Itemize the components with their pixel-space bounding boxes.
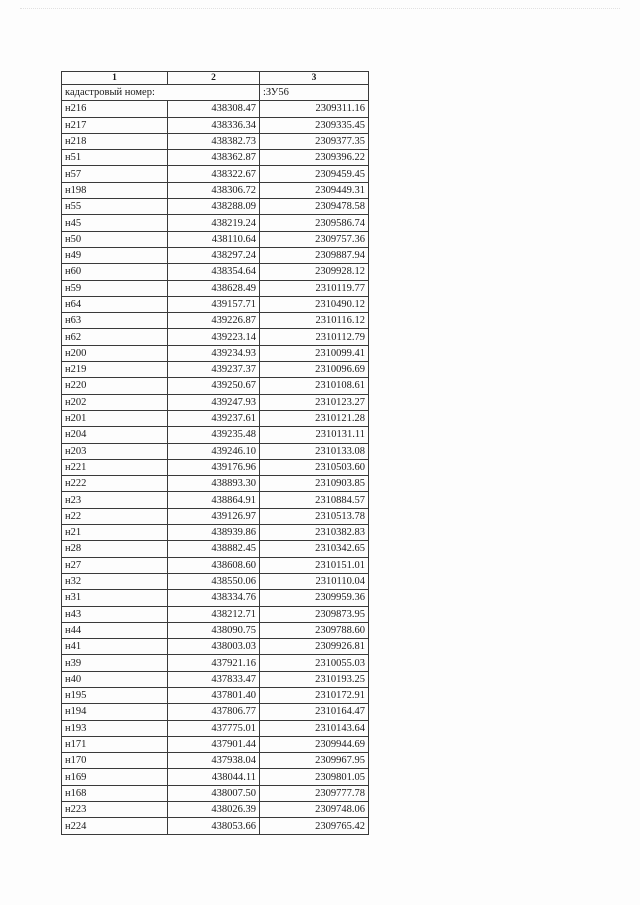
table-row [62, 443, 369, 459]
y-coordinate-cell: 2310490.12 [260, 296, 369, 312]
point-name-cell: н200 [62, 345, 168, 361]
point-name-cell: н23 [62, 492, 168, 508]
y-coordinate-cell: 2310503.60 [260, 459, 369, 475]
point-name-cell: н195 [62, 687, 168, 703]
point-name-cell: н32 [62, 573, 168, 589]
y-coordinate-cell: 2309311.16 [260, 101, 369, 117]
x-coordinate-cell: 438090.75 [168, 622, 260, 638]
point-name-cell: н21 [62, 525, 168, 541]
y-coordinate-cell: 2310131.11 [260, 427, 369, 443]
x-coordinate-cell: 438322.67 [168, 166, 260, 182]
x-coordinate-cell: 439226.87 [168, 313, 260, 329]
y-coordinate-cell: 2309757.36 [260, 231, 369, 247]
table-row [62, 753, 369, 769]
x-coordinate-cell: 437901.44 [168, 736, 260, 752]
y-coordinate-cell: 2310055.03 [260, 655, 369, 671]
x-coordinate-cell: 438003.03 [168, 639, 260, 655]
point-name-cell: н204 [62, 427, 168, 443]
table-row [62, 166, 369, 182]
y-coordinate-cell: 2309944.69 [260, 736, 369, 752]
x-coordinate-cell: 438893.30 [168, 476, 260, 492]
point-name-cell: н64 [62, 296, 168, 312]
y-coordinate-cell: 2310121.28 [260, 410, 369, 426]
y-coordinate-cell: 2310193.25 [260, 671, 369, 687]
y-coordinate-cell: 2309887.94 [260, 247, 369, 263]
table-row [62, 573, 369, 589]
point-name-cell: н59 [62, 280, 168, 296]
y-coordinate-cell: 2310096.69 [260, 362, 369, 378]
y-coordinate-cell: 2310513.78 [260, 508, 369, 524]
table-row [62, 736, 369, 752]
table-row [62, 313, 369, 329]
point-name-cell: н217 [62, 117, 168, 133]
table-row [62, 508, 369, 524]
table-row [62, 704, 369, 720]
point-name-cell: н216 [62, 101, 168, 117]
cadastral-row [62, 85, 369, 101]
table-row [62, 639, 369, 655]
y-coordinate-cell: 2309586.74 [260, 215, 369, 231]
table-row [62, 247, 369, 263]
point-name-cell: н168 [62, 785, 168, 801]
x-coordinate-cell: 438334.76 [168, 590, 260, 606]
point-name-cell: н27 [62, 557, 168, 573]
table-row [62, 459, 369, 475]
table-row [62, 606, 369, 622]
y-coordinate-cell: 2310112.79 [260, 329, 369, 345]
x-coordinate-cell: 439157.71 [168, 296, 260, 312]
table-row [62, 655, 369, 671]
header-row [62, 72, 369, 85]
x-coordinate-cell: 438382.73 [168, 133, 260, 149]
y-coordinate-cell: 2310164.47 [260, 704, 369, 720]
x-coordinate-cell: 438007.50 [168, 785, 260, 801]
y-coordinate-cell: 2310382.83 [260, 525, 369, 541]
y-coordinate-cell: 2309396.22 [260, 150, 369, 166]
point-name-cell: н45 [62, 215, 168, 231]
x-coordinate-cell: 438362.87 [168, 150, 260, 166]
table-row [62, 296, 369, 312]
table-row [62, 394, 369, 410]
y-coordinate-cell: 2309335.45 [260, 117, 369, 133]
point-name-cell: н220 [62, 378, 168, 394]
x-coordinate-cell: 439223.14 [168, 329, 260, 345]
table-row [62, 362, 369, 378]
x-coordinate-cell: 439247.93 [168, 394, 260, 410]
scan-artifact-line [20, 8, 620, 13]
x-coordinate-cell: 438288.09 [168, 199, 260, 215]
table-row [62, 199, 369, 215]
y-coordinate-cell: 2310119.77 [260, 280, 369, 296]
table-row [62, 687, 369, 703]
table-row [62, 590, 369, 606]
x-coordinate-cell: 439126.97 [168, 508, 260, 524]
point-name-cell: н28 [62, 541, 168, 557]
x-coordinate-cell: 438219.24 [168, 215, 260, 231]
x-coordinate-cell: 438939.86 [168, 525, 260, 541]
point-name-cell: н171 [62, 736, 168, 752]
x-coordinate-cell: 438053.66 [168, 818, 260, 834]
point-name-cell: н224 [62, 818, 168, 834]
coordinates-table [61, 71, 369, 835]
table-row [62, 150, 369, 166]
y-coordinate-cell: 2309967.95 [260, 753, 369, 769]
table-row [62, 329, 369, 345]
point-name-cell: н49 [62, 247, 168, 263]
table-row [62, 215, 369, 231]
x-coordinate-cell: 439234.93 [168, 345, 260, 361]
point-name-cell: н22 [62, 508, 168, 524]
point-name-cell: н39 [62, 655, 168, 671]
table-row [62, 769, 369, 785]
point-name-cell: н222 [62, 476, 168, 492]
point-name-cell: н44 [62, 622, 168, 638]
table-row [62, 802, 369, 818]
table-row [62, 720, 369, 736]
point-name-cell: н31 [62, 590, 168, 606]
table-row [62, 818, 369, 834]
y-coordinate-cell: 2309788.60 [260, 622, 369, 638]
point-name-cell: н57 [62, 166, 168, 182]
table-row [62, 541, 369, 557]
table-row [62, 231, 369, 247]
y-coordinate-cell: 2309377.35 [260, 133, 369, 149]
point-name-cell: н169 [62, 769, 168, 785]
y-coordinate-cell: 2310123.27 [260, 394, 369, 410]
x-coordinate-cell: 437775.01 [168, 720, 260, 736]
x-coordinate-cell: 438212.71 [168, 606, 260, 622]
table-row [62, 476, 369, 492]
point-name-cell: н219 [62, 362, 168, 378]
point-name-cell: н223 [62, 802, 168, 818]
y-coordinate-cell: 2309478.58 [260, 199, 369, 215]
x-coordinate-cell: 438026.39 [168, 802, 260, 818]
cadastral-label: кадастровый номер: [62, 85, 260, 101]
x-coordinate-cell: 439176.96 [168, 459, 260, 475]
x-coordinate-cell: 439237.37 [168, 362, 260, 378]
point-name-cell: н40 [62, 671, 168, 687]
x-coordinate-cell: 437806.77 [168, 704, 260, 720]
y-coordinate-cell: 2310903.85 [260, 476, 369, 492]
x-coordinate-cell: 438354.64 [168, 264, 260, 280]
x-coordinate-cell: 438044.11 [168, 769, 260, 785]
point-name-cell: н218 [62, 133, 168, 149]
header-col-3: 3 [260, 72, 369, 85]
x-coordinate-cell: 437801.40 [168, 687, 260, 703]
x-coordinate-cell: 439237.61 [168, 410, 260, 426]
x-coordinate-cell: 438336.34 [168, 117, 260, 133]
point-name-cell: н201 [62, 410, 168, 426]
cadastral-value: :ЗУ56 [260, 85, 369, 101]
point-name-cell: н202 [62, 394, 168, 410]
x-coordinate-cell: 438308.47 [168, 101, 260, 117]
table-row [62, 117, 369, 133]
y-coordinate-cell: 2310108.61 [260, 378, 369, 394]
y-coordinate-cell: 2310116.12 [260, 313, 369, 329]
table-row [62, 525, 369, 541]
y-coordinate-cell: 2310099.41 [260, 345, 369, 361]
x-coordinate-cell: 438864.91 [168, 492, 260, 508]
y-coordinate-cell: 2309801.05 [260, 769, 369, 785]
point-name-cell: н62 [62, 329, 168, 345]
y-coordinate-cell: 2310172.91 [260, 687, 369, 703]
x-coordinate-cell: 438297.24 [168, 247, 260, 263]
x-coordinate-cell: 438628.49 [168, 280, 260, 296]
point-name-cell: н51 [62, 150, 168, 166]
point-name-cell: н198 [62, 182, 168, 198]
y-coordinate-cell: 2310110.04 [260, 573, 369, 589]
table-row [62, 622, 369, 638]
x-coordinate-cell: 438608.60 [168, 557, 260, 573]
point-name-cell: н43 [62, 606, 168, 622]
x-coordinate-cell: 437921.16 [168, 655, 260, 671]
header-col-2: 2 [168, 72, 260, 85]
point-name-cell: н203 [62, 443, 168, 459]
y-coordinate-cell: 2309959.36 [260, 590, 369, 606]
table-row [62, 557, 369, 573]
table-row [62, 785, 369, 801]
x-coordinate-cell: 439235.48 [168, 427, 260, 443]
point-name-cell: н194 [62, 704, 168, 720]
x-coordinate-cell: 437833.47 [168, 671, 260, 687]
x-coordinate-cell: 439246.10 [168, 443, 260, 459]
y-coordinate-cell: 2310143.64 [260, 720, 369, 736]
table-row [62, 182, 369, 198]
x-coordinate-cell: 438550.06 [168, 573, 260, 589]
table-row [62, 410, 369, 426]
table-row [62, 378, 369, 394]
table-row [62, 264, 369, 280]
y-coordinate-cell: 2310884.57 [260, 492, 369, 508]
table-row [62, 492, 369, 508]
x-coordinate-cell: 438306.72 [168, 182, 260, 198]
y-coordinate-cell: 2309449.31 [260, 182, 369, 198]
table-row [62, 133, 369, 149]
x-coordinate-cell: 438110.64 [168, 231, 260, 247]
y-coordinate-cell: 2310151.01 [260, 557, 369, 573]
x-coordinate-cell: 437938.04 [168, 753, 260, 769]
point-name-cell: н221 [62, 459, 168, 475]
point-name-cell: н193 [62, 720, 168, 736]
y-coordinate-cell: 2309765.42 [260, 818, 369, 834]
point-name-cell: н60 [62, 264, 168, 280]
y-coordinate-cell: 2309777.78 [260, 785, 369, 801]
point-name-cell: н41 [62, 639, 168, 655]
table-row [62, 345, 369, 361]
y-coordinate-cell: 2309748.06 [260, 802, 369, 818]
point-name-cell: н170 [62, 753, 168, 769]
y-coordinate-cell: 2309459.45 [260, 166, 369, 182]
y-coordinate-cell: 2310342.65 [260, 541, 369, 557]
table-row [62, 280, 369, 296]
y-coordinate-cell: 2309928.12 [260, 264, 369, 280]
table-row [62, 671, 369, 687]
y-coordinate-cell: 2310133.08 [260, 443, 369, 459]
y-coordinate-cell: 2309926.81 [260, 639, 369, 655]
x-coordinate-cell: 438882.45 [168, 541, 260, 557]
y-coordinate-cell: 2309873.95 [260, 606, 369, 622]
point-name-cell: н55 [62, 199, 168, 215]
x-coordinate-cell: 439250.67 [168, 378, 260, 394]
table-row [62, 427, 369, 443]
table-row [62, 101, 369, 117]
point-name-cell: н50 [62, 231, 168, 247]
point-name-cell: н63 [62, 313, 168, 329]
header-col-1: 1 [62, 72, 168, 85]
